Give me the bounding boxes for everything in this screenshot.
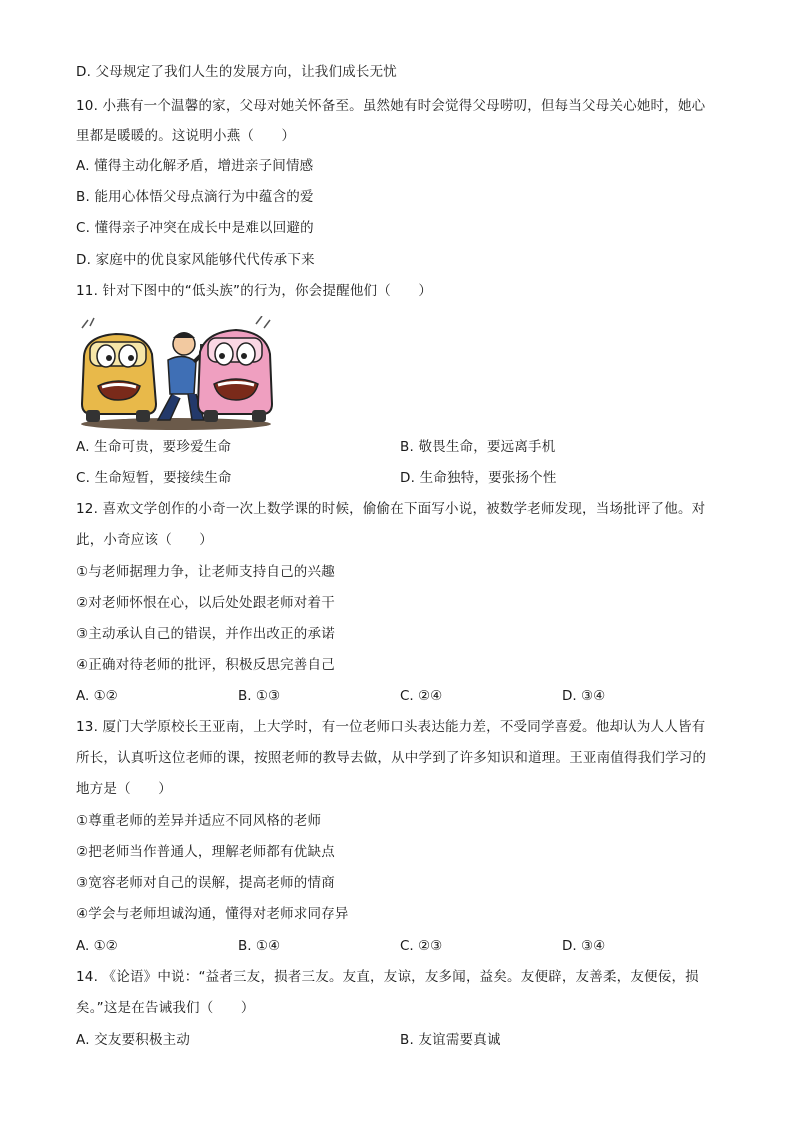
q10-stem-line1: 10. 小燕有一个温馨的家，父母对她关怀备至。虽然她有时会觉得父母唠叨，但每当父母关心她时，她心 bbox=[76, 98, 706, 114]
q13-option-b: B. ①④ bbox=[238, 938, 281, 954]
q13-option-a: A. ①② bbox=[76, 938, 118, 954]
cartoon-cars-image bbox=[76, 316, 276, 432]
q12-stem-line2: 此，小奇应该（ ） bbox=[76, 532, 213, 548]
q14-stem-line1: 14. 《论语》中说：“益者三友，损者三友。友直，友谅，友多闻，益矣。友便辟，友善柔，友便佞，损 bbox=[76, 969, 699, 985]
q12-option-d: D. ③④ bbox=[562, 688, 606, 704]
q10-option-b: B. 能用心体悟父母点滴行为中蕴含的爱 bbox=[76, 189, 314, 205]
q11-option-c: C. 生命短暂，要接续生命 bbox=[76, 470, 232, 486]
pink-car bbox=[198, 330, 272, 422]
phone-walker-illustration bbox=[76, 316, 276, 432]
q14-option-b: B. 友谊需要真诚 bbox=[400, 1032, 501, 1048]
motion-lines-left bbox=[82, 318, 94, 328]
motion-lines-right bbox=[256, 316, 270, 328]
q11-stem: 11. 针对下图中的“低头族”的行为，你会提醒他们（ ） bbox=[76, 283, 433, 299]
q13-item4: ④学会与老师坦诚沟通，懂得对老师求同存异 bbox=[76, 906, 349, 922]
q10-option-d: D. 家庭中的优良家风能够代代传承下来 bbox=[76, 252, 315, 268]
q10-stem-line2: 里都是暖暖的。这说明小燕（ ） bbox=[76, 128, 296, 144]
q12-item4: ④正确对待老师的批评，积极反思完善自己 bbox=[76, 657, 335, 673]
q12-item2: ②对老师怀恨在心，以后处处跟老师对着干 bbox=[76, 595, 335, 611]
q13-option-d: D. ③④ bbox=[562, 938, 606, 954]
q11-option-a: A. 生命可贵，要珍爱生命 bbox=[76, 439, 232, 455]
q12-item3: ③主动承认自己的错误，并作出改正的承诺 bbox=[76, 626, 335, 642]
q11-option-d: D. 生命独特，要张扬个性 bbox=[400, 470, 557, 486]
q12-option-a: A. ①② bbox=[76, 688, 118, 704]
q13-stem-line2: 所长，认真听这位老师的课，按照老师的教导去做，从中学到了许多知识和道理。王亚南值得我们学习的 bbox=[76, 750, 707, 766]
q13-stem-line3: 地方是（ ） bbox=[76, 781, 172, 797]
q12-option-c: C. ②④ bbox=[400, 688, 443, 704]
q12-item1: ①与老师据理力争，让老师支持自己的兴趣 bbox=[76, 564, 335, 580]
q14-stem-line2: 矣。”这是在告诫我们（ ） bbox=[76, 1000, 255, 1016]
q13-stem-line1: 13. 厦门大学原校长王亚南，上大学时，有一位老师口头表达能力差，不受同学喜爱。他却认为人人皆有 bbox=[76, 719, 706, 735]
q13-item3: ③宽容老师对自己的误解，提高老师的情商 bbox=[76, 875, 335, 891]
ground-shadow bbox=[81, 418, 271, 430]
q13-option-c: C. ②③ bbox=[400, 938, 443, 954]
q9-option-d: D. 父母规定了我们人生的发展方向，让我们成长无忧 bbox=[76, 64, 397, 80]
q12-stem-line1: 12. 喜欢文学创作的小奇一次上数学课的时候，偷偷在下面写小说，被数学老师发现，当场批评了他。对 bbox=[76, 501, 706, 517]
q11-option-b: B. 敬畏生命，要远离手机 bbox=[400, 439, 556, 455]
q12-option-b: B. ①③ bbox=[238, 688, 281, 704]
q13-item1: ①尊重老师的差异并适应不同风格的老师 bbox=[76, 813, 322, 829]
q10-option-a: A. 懂得主动化解矛盾，增进亲子间情感 bbox=[76, 158, 314, 174]
q13-item2: ②把老师当作普通人，理解老师都有优缺点 bbox=[76, 844, 335, 860]
yellow-car bbox=[82, 334, 156, 422]
q10-option-c: C. 懂得亲子冲突在成长中是难以回避的 bbox=[76, 220, 314, 236]
q14-option-a: A. 交友要积极主动 bbox=[76, 1032, 191, 1048]
